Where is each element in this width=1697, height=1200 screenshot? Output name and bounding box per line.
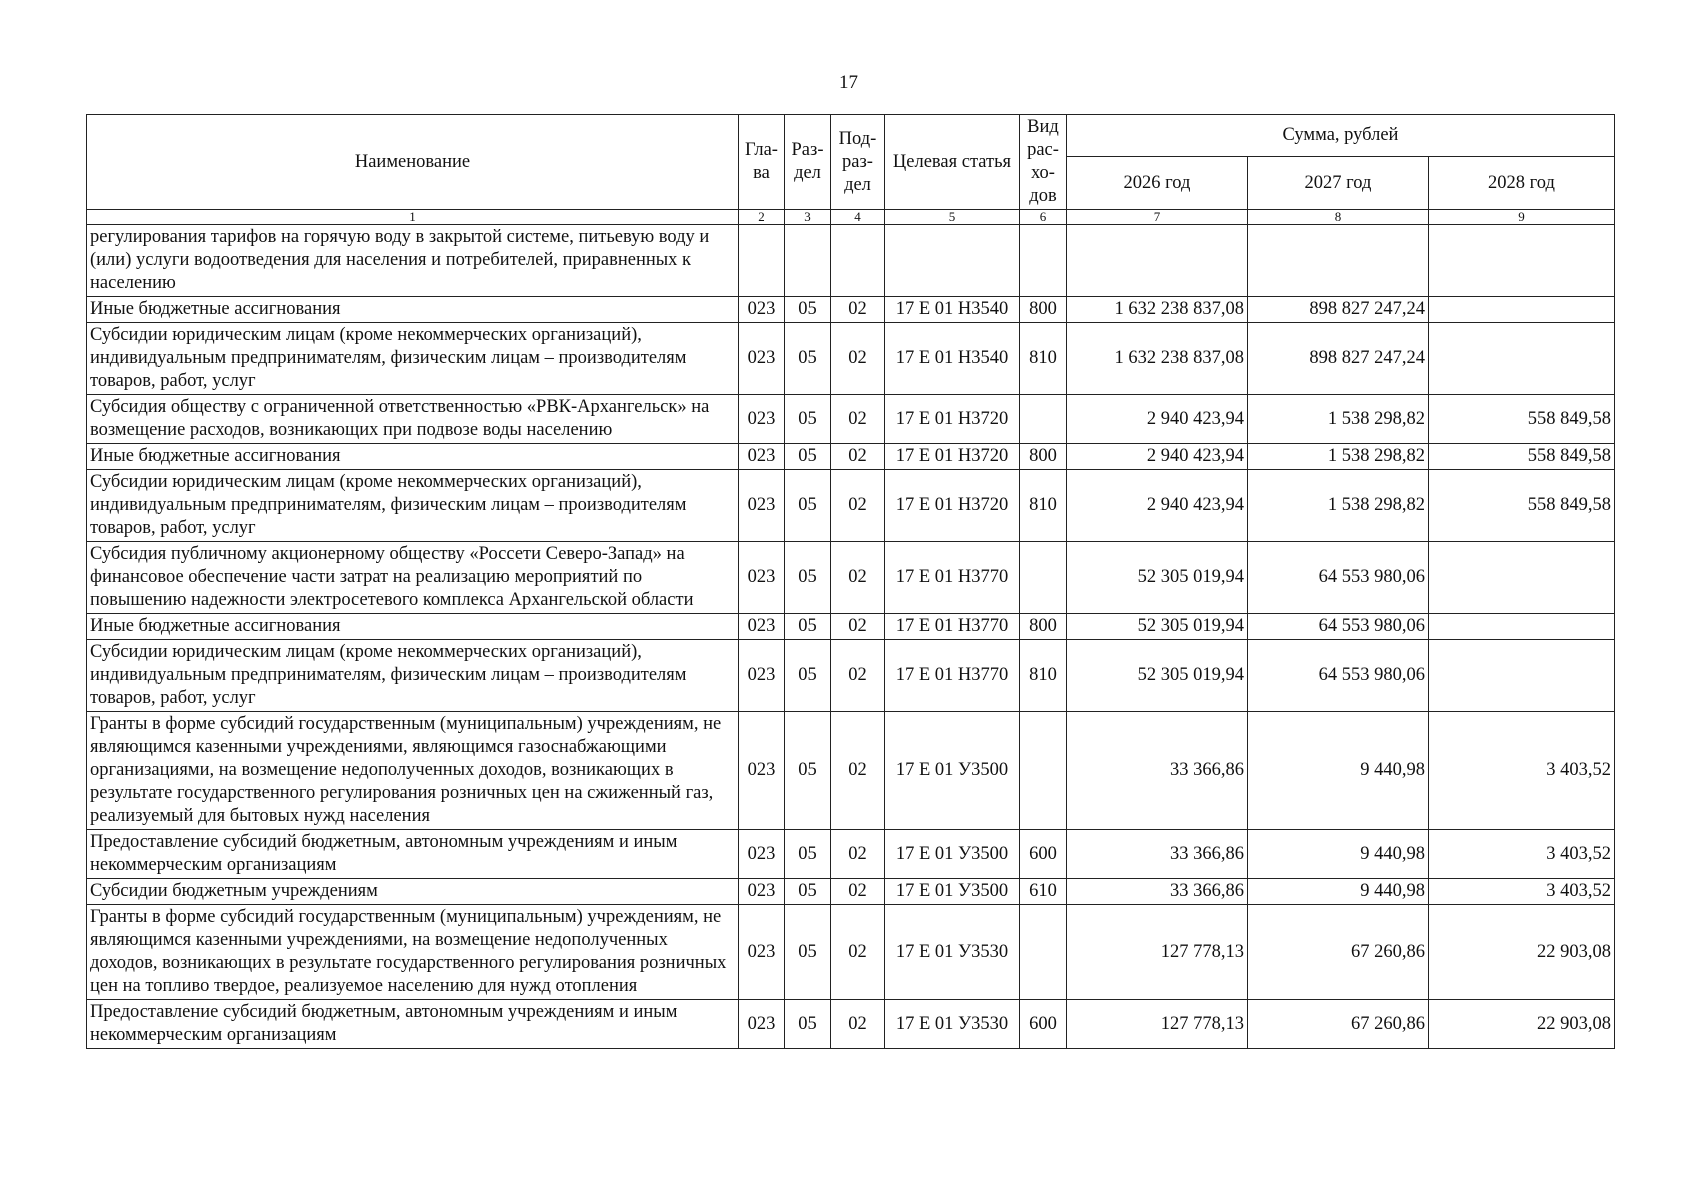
row-target: 17 Е 01 Н3720 bbox=[885, 444, 1020, 470]
column-number: 2 bbox=[739, 210, 785, 225]
row-glava: 023 bbox=[739, 542, 785, 614]
row-podrazdel: 02 bbox=[831, 470, 885, 542]
row-razdel: 05 bbox=[785, 444, 831, 470]
row-sum-2027: 9 440,98 bbox=[1248, 879, 1429, 905]
row-sum-2026: 1 632 238 837,08 bbox=[1067, 297, 1248, 323]
page-number: 17 bbox=[839, 72, 858, 93]
table-row bbox=[87, 830, 1615, 879]
header-podrazdel: Под-раз-дел bbox=[831, 115, 885, 210]
table-row bbox=[87, 444, 1615, 470]
budget-table bbox=[86, 114, 1615, 1049]
column-number: 6 bbox=[1020, 210, 1067, 225]
row-podrazdel: 02 bbox=[831, 542, 885, 614]
row-glava: 023 bbox=[739, 470, 785, 542]
row-vid bbox=[1020, 542, 1067, 614]
table-row bbox=[87, 395, 1615, 444]
row-name: Гранты в форме субсидий государственным (муниципальным) учреждениям, не являющимся казенными учреждениями, на возмещение недополученных доходов, возникающих в результате государственного регулирования розничных цен на топливо твердое, реализуемое населению для нужд отопления bbox=[87, 905, 739, 1000]
row-name: Иные бюджетные ассигнования bbox=[87, 444, 739, 470]
column-number: 1 bbox=[87, 210, 739, 225]
row-sum-2026: 33 366,86 bbox=[1067, 879, 1248, 905]
row-razdel: 05 bbox=[785, 542, 831, 614]
row-razdel: 05 bbox=[785, 879, 831, 905]
row-glava: 023 bbox=[739, 712, 785, 830]
row-podrazdel: 02 bbox=[831, 879, 885, 905]
row-sum-2028: 22 903,08 bbox=[1429, 905, 1615, 1000]
row-sum-2027: 9 440,98 bbox=[1248, 712, 1429, 830]
row-sum-2028 bbox=[1429, 542, 1615, 614]
row-sum-2027: 64 553 980,06 bbox=[1248, 640, 1429, 712]
table-row bbox=[87, 879, 1615, 905]
row-target: 17 Е 01 У3500 bbox=[885, 830, 1020, 879]
row-vid bbox=[1020, 712, 1067, 830]
row-sum-2026: 52 305 019,94 bbox=[1067, 640, 1248, 712]
row-sum-2027: 1 538 298,82 bbox=[1248, 444, 1429, 470]
row-sum-2028 bbox=[1429, 297, 1615, 323]
row-glava: 023 bbox=[739, 1000, 785, 1049]
header-glava: Гла-ва bbox=[739, 115, 785, 210]
row-podrazdel: 02 bbox=[831, 640, 885, 712]
row-razdel: 05 bbox=[785, 830, 831, 879]
row-podrazdel: 02 bbox=[831, 830, 885, 879]
table-row bbox=[87, 1000, 1615, 1049]
column-number: 8 bbox=[1248, 210, 1429, 225]
row-glava: 023 bbox=[739, 323, 785, 395]
row-razdel bbox=[785, 225, 831, 297]
row-target: 17 Е 01 Н3720 bbox=[885, 395, 1020, 444]
row-sum-2026: 52 305 019,94 bbox=[1067, 542, 1248, 614]
header-year-2026: 2026 год bbox=[1067, 157, 1248, 210]
row-target: 17 Е 01 У3500 bbox=[885, 712, 1020, 830]
row-sum-2026: 2 940 423,94 bbox=[1067, 470, 1248, 542]
row-razdel: 05 bbox=[785, 323, 831, 395]
row-razdel: 05 bbox=[785, 470, 831, 542]
row-sum-2028: 22 903,08 bbox=[1429, 1000, 1615, 1049]
header-year-2027: 2027 год bbox=[1248, 157, 1429, 210]
row-razdel: 05 bbox=[785, 395, 831, 444]
row-sum-2026: 33 366,86 bbox=[1067, 830, 1248, 879]
row-vid: 810 bbox=[1020, 640, 1067, 712]
row-sum-2026: 2 940 423,94 bbox=[1067, 444, 1248, 470]
column-number: 4 bbox=[831, 210, 885, 225]
row-vid: 600 bbox=[1020, 1000, 1067, 1049]
column-number: 7 bbox=[1067, 210, 1248, 225]
row-glava: 023 bbox=[739, 905, 785, 1000]
table-row bbox=[87, 542, 1615, 614]
header-target: Целевая статья bbox=[885, 115, 1020, 210]
row-podrazdel: 02 bbox=[831, 444, 885, 470]
row-glava: 023 bbox=[739, 614, 785, 640]
row-sum-2027: 64 553 980,06 bbox=[1248, 614, 1429, 640]
table-row bbox=[87, 225, 1615, 297]
row-name: Предоставление субсидий бюджетным, автономным учреждениям и иным некоммерческим организациям bbox=[87, 1000, 739, 1049]
row-sum-2028 bbox=[1429, 640, 1615, 712]
row-sum-2027: 1 538 298,82 bbox=[1248, 470, 1429, 542]
row-name: Субсидия обществу с ограниченной ответственностью «РВК-Архангельск» на возмещение расходов, возникающих при подвозе воды населению bbox=[87, 395, 739, 444]
row-sum-2027: 9 440,98 bbox=[1248, 830, 1429, 879]
row-sum-2026: 2 940 423,94 bbox=[1067, 395, 1248, 444]
row-glava: 023 bbox=[739, 395, 785, 444]
table-row bbox=[87, 905, 1615, 1000]
row-vid bbox=[1020, 225, 1067, 297]
row-target: 17 Е 01 Н3770 bbox=[885, 640, 1020, 712]
column-number: 5 bbox=[885, 210, 1020, 225]
row-glava: 023 bbox=[739, 640, 785, 712]
table-row bbox=[87, 323, 1615, 395]
row-sum-2028: 558 849,58 bbox=[1429, 444, 1615, 470]
row-sum-2027: 67 260,86 bbox=[1248, 905, 1429, 1000]
row-glava bbox=[739, 225, 785, 297]
row-podrazdel: 02 bbox=[831, 905, 885, 1000]
row-sum-2026: 127 778,13 bbox=[1067, 1000, 1248, 1049]
row-razdel: 05 bbox=[785, 297, 831, 323]
row-razdel: 05 bbox=[785, 1000, 831, 1049]
row-podrazdel: 02 bbox=[831, 297, 885, 323]
row-vid bbox=[1020, 395, 1067, 444]
row-sum-2027 bbox=[1248, 225, 1429, 297]
row-sum-2027: 1 538 298,82 bbox=[1248, 395, 1429, 444]
row-razdel: 05 bbox=[785, 712, 831, 830]
row-podrazdel: 02 bbox=[831, 323, 885, 395]
row-sum-2026: 1 632 238 837,08 bbox=[1067, 323, 1248, 395]
row-sum-2028: 3 403,52 bbox=[1429, 712, 1615, 830]
row-glava: 023 bbox=[739, 444, 785, 470]
header-vid: Вид рас-хо-дов bbox=[1020, 115, 1067, 210]
row-target: 17 Е 01 Н3770 bbox=[885, 614, 1020, 640]
column-number: 3 bbox=[785, 210, 831, 225]
row-sum-2028: 558 849,58 bbox=[1429, 395, 1615, 444]
row-sum-2026: 127 778,13 bbox=[1067, 905, 1248, 1000]
row-sum-2027: 898 827 247,24 bbox=[1248, 323, 1429, 395]
row-podrazdel: 02 bbox=[831, 1000, 885, 1049]
row-razdel: 05 bbox=[785, 614, 831, 640]
row-target bbox=[885, 225, 1020, 297]
row-vid: 800 bbox=[1020, 297, 1067, 323]
row-target: 17 Е 01 У3530 bbox=[885, 1000, 1020, 1049]
row-name: Предоставление субсидий бюджетным, автономным учреждениям и иным некоммерческим организациям bbox=[87, 830, 739, 879]
row-name: Иные бюджетные ассигнования bbox=[87, 614, 739, 640]
row-name: Гранты в форме субсидий государственным (муниципальным) учреждениям, не являющимся казенными учреждениями, являющимся газоснабжающими организациями, на возмещение недополученных доходов, возникающих в результате государственного регулирования розничных цен на сжиженный газ, реализуемый для бытовых нужд населения bbox=[87, 712, 739, 830]
row-sum-2027: 64 553 980,06 bbox=[1248, 542, 1429, 614]
column-number: 9 bbox=[1429, 210, 1615, 225]
row-sum-2027: 67 260,86 bbox=[1248, 1000, 1429, 1049]
row-name: Субсидии юридическим лицам (кроме некоммерческих организаций), индивидуальным предпринимателям, физическим лицам – производителям товаров, работ, услуг bbox=[87, 640, 739, 712]
row-name: Субсидии юридическим лицам (кроме некоммерческих организаций), индивидуальным предпринимателям, физическим лицам – производителям товаров, работ, услуг bbox=[87, 470, 739, 542]
column-number-row bbox=[87, 210, 1615, 225]
row-vid: 800 bbox=[1020, 614, 1067, 640]
row-podrazdel bbox=[831, 225, 885, 297]
row-glava: 023 bbox=[739, 879, 785, 905]
row-sum-2028: 558 849,58 bbox=[1429, 470, 1615, 542]
row-glava: 023 bbox=[739, 297, 785, 323]
row-name: регулирования тарифов на горячую воду в закрытой системе, питьевую воду и (или) услуги водоотведения для населения и потребителей, приравненных к населению bbox=[87, 225, 739, 297]
header-sum: Сумма, рублей bbox=[1067, 115, 1615, 157]
row-target: 17 Е 01 У3530 bbox=[885, 905, 1020, 1000]
row-podrazdel: 02 bbox=[831, 395, 885, 444]
row-name: Субсидии бюджетным учреждениям bbox=[87, 879, 739, 905]
row-target: 17 Е 01 Н3770 bbox=[885, 542, 1020, 614]
row-vid: 810 bbox=[1020, 470, 1067, 542]
row-razdel: 05 bbox=[785, 905, 831, 1000]
row-sum-2028 bbox=[1429, 614, 1615, 640]
row-target: 17 Е 01 Н3540 bbox=[885, 297, 1020, 323]
row-vid: 610 bbox=[1020, 879, 1067, 905]
row-name: Иные бюджетные ассигнования bbox=[87, 297, 739, 323]
header-razdel: Раз-дел bbox=[785, 115, 831, 210]
table-row bbox=[87, 712, 1615, 830]
header-name: Наименование bbox=[87, 115, 739, 210]
row-name: Субсидия публичному акционерному обществу «Россети Северо-Запад» на финансовое обеспечение части затрат на реализацию мероприятий по повышению надежности электросетевого комплекса Архангельской области bbox=[87, 542, 739, 614]
row-vid: 810 bbox=[1020, 323, 1067, 395]
row-vid: 800 bbox=[1020, 444, 1067, 470]
table-body bbox=[87, 225, 1615, 1049]
table-row bbox=[87, 297, 1615, 323]
table-row bbox=[87, 470, 1615, 542]
row-sum-2028: 3 403,52 bbox=[1429, 879, 1615, 905]
row-sum-2028 bbox=[1429, 323, 1615, 395]
row-target: 17 Е 01 У3500 bbox=[885, 879, 1020, 905]
row-podrazdel: 02 bbox=[831, 614, 885, 640]
row-name: Субсидии юридическим лицам (кроме некоммерческих организаций), индивидуальным предпринимателям, физическим лицам – производителям товаров, работ, услуг bbox=[87, 323, 739, 395]
row-glava: 023 bbox=[739, 830, 785, 879]
row-vid: 600 bbox=[1020, 830, 1067, 879]
row-sum-2028 bbox=[1429, 225, 1615, 297]
row-vid bbox=[1020, 905, 1067, 1000]
row-sum-2028: 3 403,52 bbox=[1429, 830, 1615, 879]
row-target: 17 Е 01 Н3720 bbox=[885, 470, 1020, 542]
table-row bbox=[87, 614, 1615, 640]
row-sum-2026: 52 305 019,94 bbox=[1067, 614, 1248, 640]
header-year-2028: 2028 год bbox=[1429, 157, 1615, 210]
row-target: 17 Е 01 Н3540 bbox=[885, 323, 1020, 395]
row-sum-2026 bbox=[1067, 225, 1248, 297]
table-row bbox=[87, 640, 1615, 712]
row-podrazdel: 02 bbox=[831, 712, 885, 830]
row-sum-2027: 898 827 247,24 bbox=[1248, 297, 1429, 323]
row-razdel: 05 bbox=[785, 640, 831, 712]
row-sum-2026: 33 366,86 bbox=[1067, 712, 1248, 830]
